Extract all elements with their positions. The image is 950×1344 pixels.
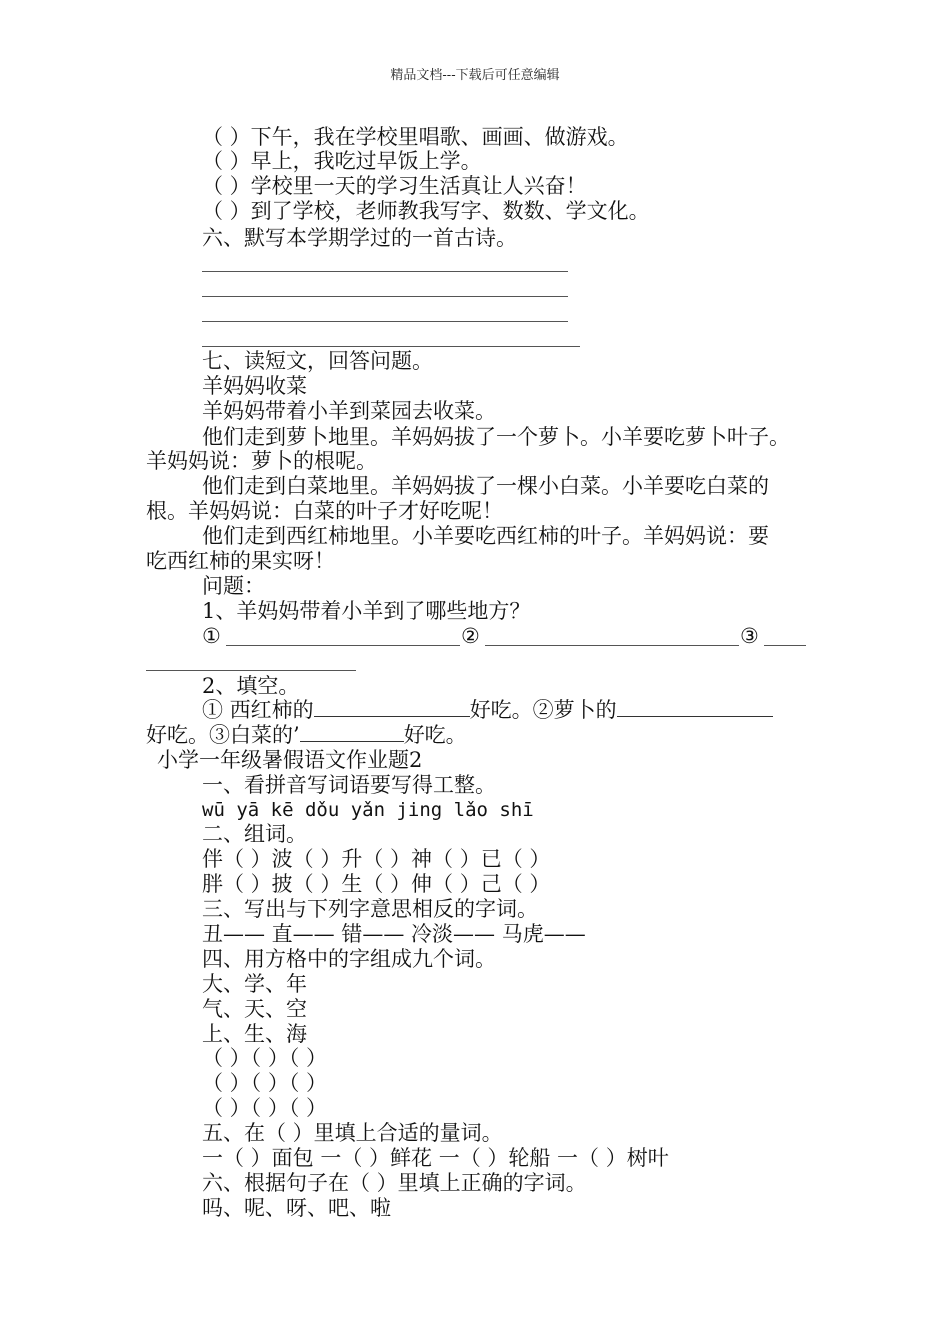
fill-text: 好吃。③白菜的’ [146, 723, 300, 747]
bracket-row: （ ）（ ）（ ） [202, 1046, 328, 1070]
fill-line-2 [146, 723, 467, 748]
poem-blank-line [202, 271, 568, 272]
section-six-heading: 六、默写本学期学过的一首古诗。 [202, 226, 517, 250]
answer-blank [485, 645, 739, 646]
fill-line-1 [202, 698, 773, 723]
story-line: 吃西红柿的果实呀！ [146, 549, 335, 573]
story-line: 根。羊妈妈说：白菜的叶子才好吃呢！ [146, 499, 503, 523]
story-title: 羊妈妈收菜 [202, 374, 307, 398]
section-four-heading: 四、用方格中的字组成九个词。 [202, 947, 496, 971]
answer-mark-2: ② [461, 624, 480, 648]
story-line: 他们走到西红柿地里。小羊要吃西红柿的叶子。羊妈妈说：要 [202, 524, 769, 548]
question-2: 2、填空。 [202, 674, 300, 698]
char-grid-row-2: 气、天、空 [202, 997, 307, 1021]
word-group-line-1: 伴（ ）波（ ）升（ ）神（ ）已（ ） [202, 847, 551, 871]
questions-heading: 问题： [202, 574, 265, 598]
order-line-4: （ ）到了学校，老师教我写字、数数、学文化。 [202, 199, 650, 223]
order-line-3: （ ）学校里一天的学习生活真让人兴奋！ [202, 174, 587, 198]
answer-mark-3: ③ [740, 624, 759, 648]
order-line-1: （ ）下午，我在学校里唱歌、画画、做游戏。 [202, 125, 629, 149]
word-group-line-2: 胖（ ）披（ ）生（ ）伸（ ）己（ ） [202, 872, 551, 896]
section-one-heading: 一、看拼音写词语要写得工整。 [202, 773, 496, 797]
measure-word-line: 一（ ）面包 一（ ）鲜花 一（ ）轮船 一（ ）树叶 [202, 1146, 669, 1170]
char-grid-row-1: 大、学、年 [202, 972, 307, 996]
fill-text: 好吃。 [403, 723, 467, 747]
char-grid-row-3: 上、生、海 [202, 1022, 307, 1046]
bracket-row: （ ）（ ）（ ） [202, 1096, 328, 1120]
story-line: 他们走到白菜地里。羊妈妈拔了一棵小白菜。小羊要吃白菜的 [202, 474, 769, 498]
antonym-line: 丑—— 直—— 错—— 冷淡—— 马虎—— [202, 922, 586, 946]
fill-text: ① 西红柿的 [202, 698, 314, 722]
page-header: 精品文档---下载后可任意编辑 [390, 68, 560, 83]
section-two-heading: 二、组词。 [202, 822, 307, 846]
section-seven-heading: 七、读短文，回答问题。 [202, 349, 433, 373]
bracket-row: （ ）（ ）（ ） [202, 1071, 328, 1095]
particle-list: 吗、呢、呀、吧、啦 [202, 1196, 391, 1220]
section-five-heading: 五、在（ ）里填上合适的量词。 [202, 1121, 503, 1145]
fill-blank [314, 698, 470, 717]
answer-blank [146, 670, 356, 671]
homework-title: 小学一年级暑假语文作业题2 [157, 748, 423, 772]
answer-blank [764, 645, 806, 646]
story-line: 羊妈妈带着小羊到菜园去收菜。 [202, 399, 496, 423]
answer-mark-1: ① [202, 624, 221, 648]
pinyin-line: wū yā kē dǒu yǎn jing lǎo shī [202, 799, 534, 821]
story-line: 他们走到萝卜地里。羊妈妈拔了一个萝卜。小羊要吃萝卜叶子。 [202, 425, 790, 449]
fill-blank [300, 723, 404, 742]
answer-blank [226, 645, 460, 646]
order-line-2: （ ）早上，我吃过早饭上学。 [202, 149, 482, 173]
poem-blank-line [202, 346, 580, 347]
poem-blank-line [202, 296, 568, 297]
question-1: 1、羊妈妈带着小羊到了哪些地方？ [202, 599, 531, 623]
section-three-heading: 三、写出与下列字意思相反的字词。 [202, 897, 538, 921]
poem-blank-line [202, 321, 568, 322]
fill-blank [617, 698, 773, 717]
story-line: 羊妈妈说：萝卜的根呢。 [146, 449, 377, 473]
section-six-b-heading: 六、根据句子在（ ）里填上正确的字词。 [202, 1171, 587, 1195]
fill-text: 好吃。②萝卜的 [469, 698, 617, 722]
